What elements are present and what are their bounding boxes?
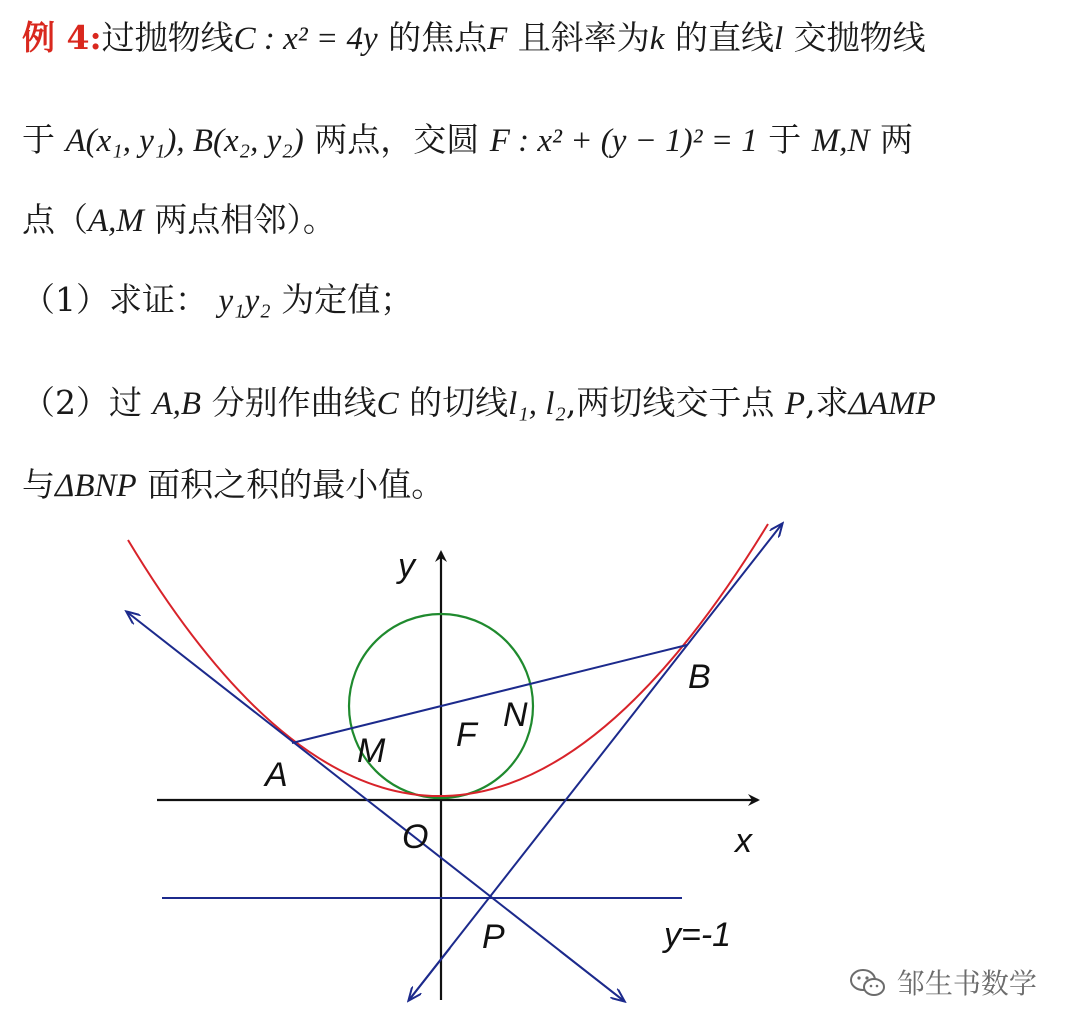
line-symbol: l <box>773 21 784 57</box>
text: （1）求证： <box>22 280 208 319</box>
curve-symbol: C <box>376 386 399 422</box>
text: 的直线 <box>674 18 774 57</box>
problem-line-2 <box>22 120 913 161</box>
parabola-equation: C : x² = 4y <box>233 21 378 57</box>
text: 为定值； <box>281 280 414 319</box>
label-y-axis: y <box>398 547 415 585</box>
label-x-axis: x <box>735 822 752 860</box>
tangent-l2-lower-arrow <box>409 948 450 1000</box>
text: 过抛物线 <box>101 18 234 57</box>
label-m: M <box>357 732 386 770</box>
geometry-figure <box>0 500 1067 1031</box>
circle-equation: F : x² + (y − 1)² = 1 <box>489 123 758 159</box>
tangent-l1 <box>127 612 624 1001</box>
example-label: 例 4: <box>22 18 102 57</box>
text: ,求 <box>805 383 849 422</box>
label-directrix: y=-1 <box>664 916 732 954</box>
text: 两 <box>880 120 914 159</box>
tangent-lines: l₁, l₂ <box>508 386 566 422</box>
tangent-l1-lower-arrow <box>560 951 624 1001</box>
focus-symbol: F <box>487 21 508 57</box>
wechat-icon <box>848 967 888 999</box>
text: 与 <box>22 465 55 504</box>
points-ab: A,B <box>152 386 202 422</box>
point-p: P <box>784 386 806 422</box>
label-origin: O <box>402 818 429 856</box>
text: 的焦点 <box>388 18 488 57</box>
text: 的切线 <box>409 383 509 422</box>
text: ,两切线交于点 <box>565 383 775 422</box>
text: 于 <box>22 120 55 159</box>
label-f: F <box>456 716 477 754</box>
watermark-text: 邹生书数学 <box>896 967 1037 1000</box>
triangle-bnp: ΔBNP <box>55 468 137 504</box>
watermark <box>848 962 1037 1002</box>
part-1 <box>22 280 413 321</box>
chord-ab <box>292 645 687 743</box>
label-n: N <box>503 696 528 734</box>
label-a: A <box>265 756 288 794</box>
label-b: B <box>688 658 711 696</box>
label-p: P <box>482 918 505 956</box>
text: 于 <box>768 120 802 159</box>
text: 两点相邻）。 <box>154 200 336 239</box>
text: 且斜率为 <box>517 18 650 57</box>
parabola-c <box>128 524 768 796</box>
slope-symbol: k <box>649 21 665 57</box>
text: 分别作曲线 <box>211 383 377 422</box>
text: 点（ <box>22 200 88 239</box>
text: 两点，交圆 <box>314 120 480 159</box>
points-am: A,M <box>88 203 144 239</box>
text: 交抛物线 <box>793 18 926 57</box>
text: （2）过 <box>22 383 142 422</box>
problem-line-1 <box>22 18 926 59</box>
points-mn: M,N <box>811 123 870 159</box>
intersection-points: A(x₁, y₁), B(x₂, y₂) <box>65 123 304 159</box>
text: 面积之积的最小值。 <box>147 465 445 504</box>
problem-line-3 <box>22 200 336 241</box>
product-expression: y₁y₂ <box>218 283 271 319</box>
triangle-amp: ΔAMP <box>848 386 936 422</box>
part-2 <box>22 383 936 424</box>
